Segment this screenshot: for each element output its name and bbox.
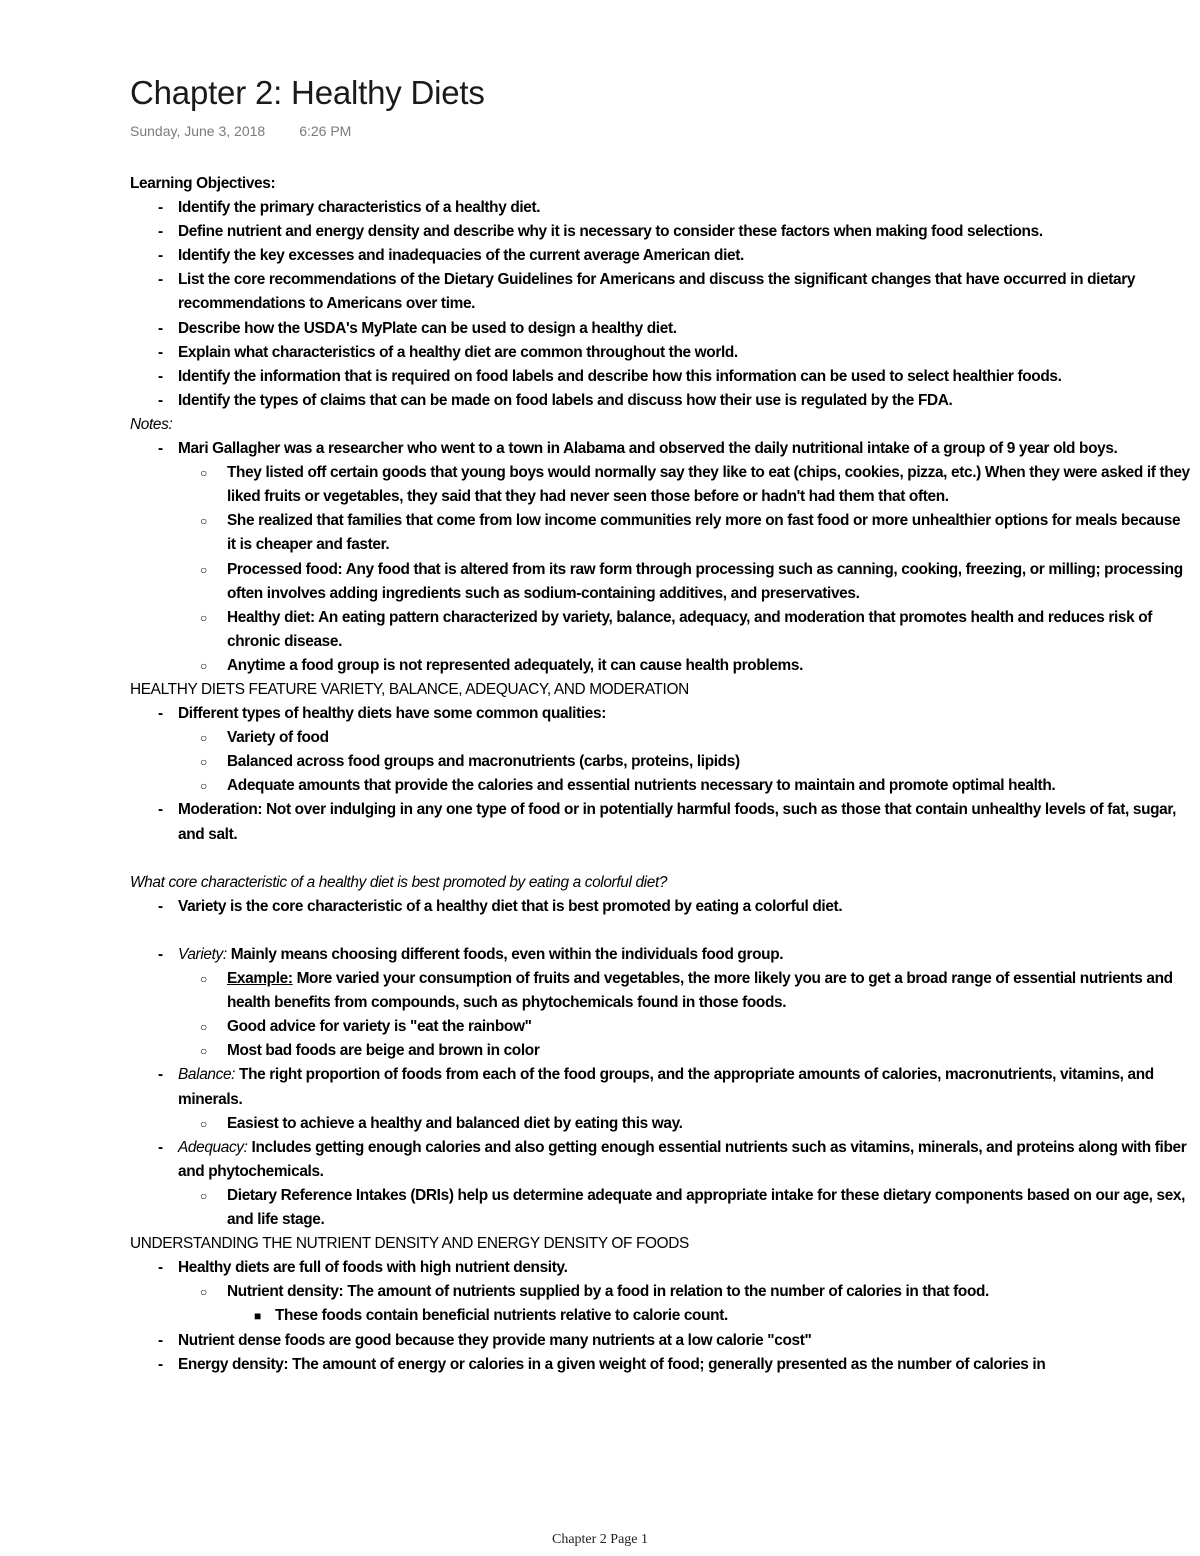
dense-good-text: Nutrient dense foods are good because they provide many nutrients at a low calorie "cost" xyxy=(178,1331,812,1349)
objective-item xyxy=(130,389,1190,413)
answer-text: Variety is the core characteristic of a healthy diet that is best promoted by eating a colorful diet. xyxy=(178,897,843,915)
quality-subitem xyxy=(130,750,1190,774)
objective-item xyxy=(130,268,1190,316)
moderation-item xyxy=(130,798,1190,846)
blank-line xyxy=(130,919,1190,943)
adequacy-term: Adequacy: xyxy=(178,1138,248,1156)
variety-subitem xyxy=(130,967,1190,1015)
section-heading: HEALTHY DIETS FEATURE VARIETY, BALANCE, ADEQUACY, AND MODERATION xyxy=(130,680,689,698)
density-subitem xyxy=(130,1280,1190,1304)
notes-subtext: Processed food: Any food that is altered from its raw form through processing such as canning, cooking, freezing, or milling; processing often involves adding ingredients such as sodium-containing additives, and preservatives. xyxy=(227,560,1183,602)
circle-bullet-icon: ○ xyxy=(200,1188,207,1203)
objective-item xyxy=(130,341,1190,365)
circle-bullet-icon: ○ xyxy=(200,1285,207,1300)
objective-text: Define nutrient and energy density and describe why it is necessary to consider these factors when making food selections. xyxy=(178,223,1043,241)
notes-subitem xyxy=(130,558,1190,606)
quality-text: Adequate amounts that provide the calories and essential nutrients necessary to maintain and promote optimal health. xyxy=(227,777,1056,795)
adequacy-text: Includes getting enough calories and also getting enough essential nutrients such as vitamins, minerals, and proteins along with fiber and phytochemicals. xyxy=(178,1138,1187,1180)
quality-text: Variety of food xyxy=(227,729,329,747)
density-text: Healthy diets are full of foods with high nutrient density. xyxy=(178,1259,568,1277)
objective-item xyxy=(130,244,1190,268)
variety-subitem xyxy=(130,1039,1190,1063)
nutrient-density-subtext: These foods contain beneficial nutrients relative to calorie count. xyxy=(275,1307,728,1325)
dash-bullet-icon: - xyxy=(158,1331,163,1349)
density-item xyxy=(130,1256,1190,1280)
variety-item xyxy=(130,943,1190,967)
objective-text: Describe how the USDA's MyPlate can be used to design a healthy diet. xyxy=(178,319,677,337)
variety-text: Mainly means choosing different foods, even within the individuals food group. xyxy=(230,946,784,963)
dash-bullet-icon: - xyxy=(158,1355,163,1373)
objective-item xyxy=(130,317,1190,341)
note-timestamp xyxy=(130,123,351,139)
section-heading: UNDERSTANDING THE NUTRIENT DENSITY AND ENERGY DENSITY OF FOODS xyxy=(130,1235,689,1253)
energy-density-text: Energy density: The amount of energy or calories in a given weight of food; generally presented as the number of calories in xyxy=(178,1355,1046,1373)
circle-bullet-icon: ○ xyxy=(200,731,207,746)
objective-text: Explain what characteristics of a healthy diet are common throughout the world. xyxy=(178,343,738,361)
nutrient-density-text: Nutrient density: The amount of nutrients supplied by a food in relation to the number of calories in that food. xyxy=(227,1283,989,1301)
objective-item xyxy=(130,365,1190,389)
objective-item xyxy=(130,196,1190,220)
circle-bullet-icon: ○ xyxy=(200,562,207,577)
notes-subtext: Anytime a food group is not represented adequately, it can cause health problems. xyxy=(227,656,804,674)
moderation-text: Moderation: Not over indulging in any one type of food or in potentially harmful foods, such as those that contain unhealthy levels of fat, sugar, and salt. xyxy=(178,801,1177,843)
circle-bullet-icon: ○ xyxy=(200,755,207,770)
objective-text: Identify the types of claims that can be made on food labels and discuss how their use is regulated by the FDA. xyxy=(178,391,953,409)
dash-bullet-icon: - xyxy=(158,801,163,819)
dash-bullet-icon: - xyxy=(158,247,163,265)
dash-bullet-icon: - xyxy=(158,223,163,241)
dash-bullet-icon: - xyxy=(158,1066,163,1084)
notes-heading: Notes: xyxy=(130,415,173,433)
page-footer: Chapter 2 Page 1 xyxy=(551,1532,649,1547)
dash-bullet-icon: - xyxy=(158,199,163,217)
notes-subitem xyxy=(130,509,1190,557)
circle-bullet-icon: ○ xyxy=(200,1020,207,1035)
notes-subtext: She realized that families that come from low income communities rely more on fast food or more unhealthier options for meals because it is cheaper and faster. xyxy=(227,512,1181,554)
notes-text: Mari Gallagher was a researcher who went to a town in Alabama and observed the daily nutritional intake of a group of 9 year old boys. xyxy=(178,440,1118,458)
circle-bullet-icon: ○ xyxy=(200,1044,207,1059)
variety-term: Variety: xyxy=(178,946,227,963)
objective-item xyxy=(130,220,1190,244)
balance-text: The right proportion of foods from each of the food groups, and the appropriate amounts of calories, macronutrients, vitamins, and minerals. xyxy=(178,1066,1154,1108)
dash-bullet-icon: - xyxy=(158,705,163,723)
note-time: 6:26 PM xyxy=(299,123,352,139)
circle-bullet-icon: ○ xyxy=(200,658,207,673)
qualities-intro: Different types of healthy diets have some common qualities: xyxy=(178,705,606,723)
example-label: Example: xyxy=(227,970,293,988)
dash-bullet-icon: - xyxy=(158,271,163,289)
dash-bullet-icon: - xyxy=(158,946,163,963)
dash-bullet-icon: - xyxy=(158,319,163,337)
learning-objectives-heading: Learning Objectives: xyxy=(130,175,276,192)
objective-text: Identify the primary characteristics of a healthy diet. xyxy=(178,199,541,217)
balance-subtext: Easiest to achieve a healthy and balanced diet by eating this way. xyxy=(227,1114,683,1132)
variety-subitem xyxy=(130,1015,1190,1039)
square-bullet-icon: ■ xyxy=(254,1309,261,1324)
circle-bullet-icon: ○ xyxy=(200,779,207,794)
adequacy-subtext: Dietary Reference Intakes (DRIs) help us determine adequate and appropriate intake for these dietary components based on our age, sex, and life stage. xyxy=(227,1186,1186,1229)
quality-text: Balanced across food groups and macronutrients (carbs, proteins, lipids) xyxy=(227,753,740,771)
quality-subitem xyxy=(130,774,1190,798)
blank-line xyxy=(130,847,1190,871)
balance-subitem xyxy=(130,1112,1190,1136)
dash-bullet-icon: - xyxy=(158,391,163,409)
page-title: Chapter 2: Healthy Diets xyxy=(130,74,485,111)
question-text: What core characteristic of a healthy diet is best promoted by eating a colorful diet? xyxy=(130,873,668,891)
notes-subtext: They listed off certain goods that young boys would normally say they like to eat (chips, cookies, pizza, etc.) When they were asked if they liked fruits or vegetables, they said that they had never seen those before or hadn't had them that often. xyxy=(227,464,1190,506)
note-body xyxy=(130,172,1190,1377)
qualities-item xyxy=(130,702,1190,726)
quality-subitem xyxy=(130,726,1190,750)
circle-bullet-icon: ○ xyxy=(200,466,207,481)
circle-bullet-icon: ○ xyxy=(200,514,207,529)
dash-bullet-icon: - xyxy=(158,1259,163,1277)
example-text: More varied your consumption of fruits and vegetables, the more likely you are to get a broad range of essential nutrients and health benefits from compounds, such as phytochemicals found in those foods. xyxy=(227,970,1173,1012)
dash-bullet-icon: - xyxy=(158,367,163,385)
dash-bullet-icon: - xyxy=(158,1138,163,1156)
density-subsubitem xyxy=(130,1304,1190,1328)
bad-foods-text: Most bad foods are beige and brown in color xyxy=(227,1042,540,1060)
objective-text: Identify the information that is required on food labels and describe how this information can be used to select healthier foods. xyxy=(178,367,1062,385)
dash-bullet-icon: - xyxy=(158,440,163,458)
balance-item xyxy=(130,1063,1190,1111)
notes-item xyxy=(130,437,1190,461)
dash-bullet-icon: - xyxy=(158,897,163,915)
answer-item xyxy=(130,895,1190,919)
note-date: Sunday, June 3, 2018 xyxy=(130,123,266,139)
objective-text: Identify the key excesses and inadequacies of the current average American diet. xyxy=(178,247,744,265)
density-item xyxy=(130,1329,1190,1353)
notes-subtext: Healthy diet: An eating pattern characterized by variety, balance, adequacy, and moderation that promotes health and reduces risk of chronic disease. xyxy=(227,608,1153,650)
notes-subitem xyxy=(130,606,1190,654)
balance-term: Balance: xyxy=(178,1066,236,1084)
notes-subitem xyxy=(130,461,1190,509)
dash-bullet-icon: - xyxy=(158,343,163,361)
circle-bullet-icon: ○ xyxy=(200,1116,207,1131)
circle-bullet-icon: ○ xyxy=(200,610,207,625)
density-item xyxy=(130,1353,1190,1377)
circle-bullet-icon: ○ xyxy=(200,972,207,987)
adequacy-subitem xyxy=(130,1184,1190,1232)
notes-subitem xyxy=(130,654,1190,678)
advice-text: Good advice for variety is "eat the rainbow" xyxy=(227,1018,532,1036)
adequacy-item xyxy=(130,1136,1190,1184)
objective-text: List the core recommendations of the Dietary Guidelines for Americans and discuss the significant changes that have occurred in dietary recommendations to Americans over time. xyxy=(178,271,1136,313)
